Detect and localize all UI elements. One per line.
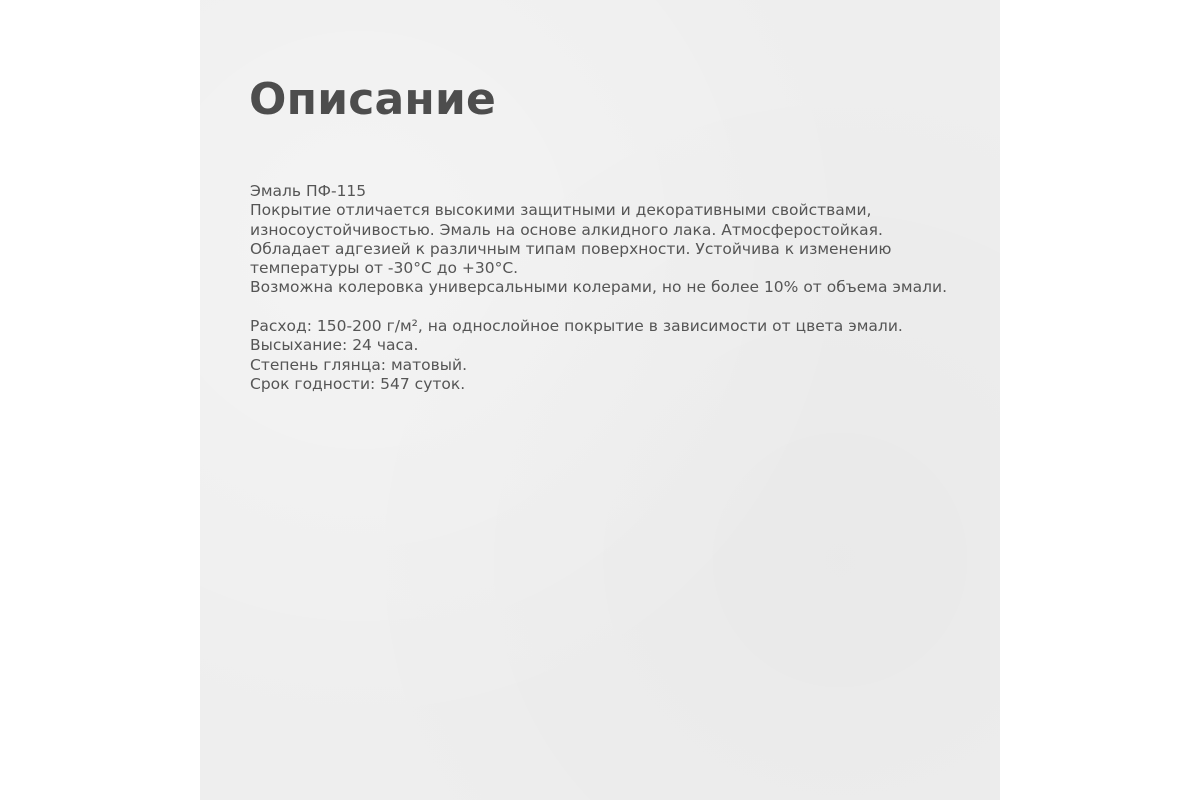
description-line: температуры от -30°С до +30°С. xyxy=(250,259,519,278)
description-line: Покрытие отличается высокими защитными и декоративными свойствами, xyxy=(250,201,872,220)
product-name: Эмаль ПФ-115 xyxy=(250,182,367,200)
spec-gloss: Степень глянца: матовый. xyxy=(250,355,468,374)
description-body xyxy=(250,182,990,394)
spec-consumption: Расход: 150-200 г/м², на однослойное покрытие в зависимости от цвета эмали. xyxy=(250,317,903,336)
spec-shelf-life: Срок годности: 547 суток. xyxy=(250,374,466,393)
description-card xyxy=(200,0,1000,800)
description-line: Возможна колеровка универсальными колерами, но не более 10% от объема эмали. xyxy=(250,278,948,297)
paragraph-gap xyxy=(250,298,990,317)
spec-drying: Высыхание: 24 часа. xyxy=(250,336,419,355)
description-line: износоустойчивостью. Эмаль на основе алкидного лака. Атмосферостойкая. xyxy=(250,220,883,239)
description-line: Обладает адгезией к различным типам поверхности. Устойчива к изменению xyxy=(250,239,892,258)
description-title: Описание xyxy=(249,74,497,125)
